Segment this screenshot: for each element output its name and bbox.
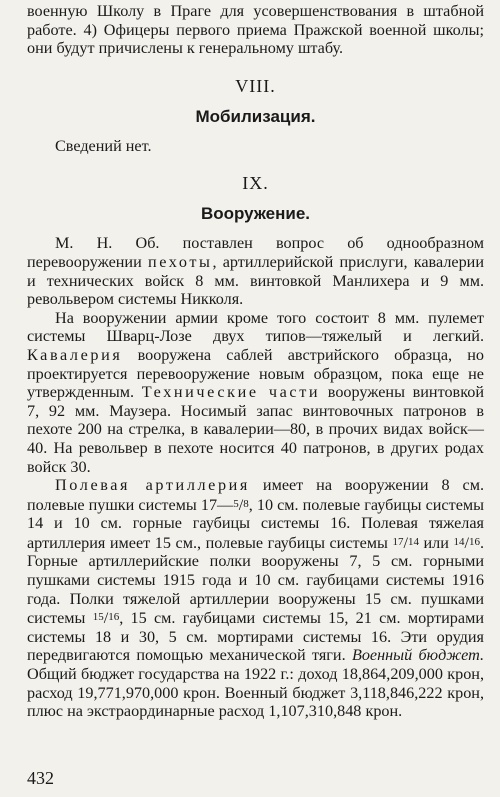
intro-paragraph: военную Школу в Праге для усовершенствования в штабной работе. 4) Офицеры первого приема Пражской военной школы; они будут причислены к генеральному штабу. (27, 2, 484, 58)
fraction-3-den: 16 (468, 535, 480, 548)
fraction-2-den: 14 (407, 535, 419, 548)
armament-paragraph-2 (27, 309, 484, 476)
p2-text-a: На вооружении армии кроме того состоит 8 мм. пулемет системы Шварц-Лозе двух типов—тяжелый и легкий. (27, 308, 484, 346)
p3-text-e: . Горные артиллерийские полки вооружены 7, 5 см. горными пушками системы 1915 года и 10 см. гаубицами системы 1916 года. Полки тяжелой артиллерии вооружены 15 см. пушками системы (27, 533, 484, 628)
p2-spaced-technical: Технические части (141, 383, 321, 402)
fraction-2-num: 17 (392, 535, 404, 548)
section-9-title: Вооружение. (200, 204, 311, 224)
fraction-1-num: 5 (233, 497, 239, 510)
section-8-title: Мобилизация. (195, 106, 316, 126)
section-9-numeral: IX. (242, 173, 269, 194)
p1-spaced-infantry: пехоты (147, 252, 213, 271)
fraction-4-den: 16 (108, 611, 120, 624)
p2-text-c: вооружена саблей австрийского образца, но проектируется перевооружение новым образцом, пока еще не утвержденным. (27, 345, 485, 402)
p3-text-d: или (423, 533, 449, 552)
p1-text-c: , артиллерийской прислуги, кавалерии и технических войск 8 мм. винтовкой Манлихера и 9 мм. револьвером системы Никколя. (27, 252, 484, 309)
p3-italic-military-budget: Военный бюджет. (351, 646, 485, 665)
p3-text-b: имеет на вооружении 8 см. полевые пушки системы 17— (27, 476, 484, 514)
p1-text-a: М. Н. Об. поставлен вопрос об однообразном перевооружении (27, 234, 484, 271)
p2-text-e: вооружены винтовкой 7, 92 мм. Маузера. Носимый запас винтовочных патронов в пехоте 200 на стрелка, в кавалерии—80, в прочих видах войск—40. На револьвер в пехоте носится 40 патронов, в других родах войск 30. (27, 383, 484, 476)
section-8-text: Сведений нет. (55, 136, 152, 155)
armament-paragraph-1 (27, 234, 484, 308)
p3-text-c: , 10 см. полевые гаубицы системы 14 и 10 см. горные гаубицы системы 16. Полевая тяжелая артиллерия имеет 15 см., полевые гаубицы системы (27, 495, 484, 552)
p2-spaced-cavalry: Кавалерия (27, 345, 123, 364)
fraction-3-num: 14 (453, 535, 465, 548)
fraction-1-den: 8 (243, 497, 249, 510)
fraction-4-num: 15 (92, 611, 104, 624)
armament-paragraph-3: Полевая артиллерия имеет на вооружении 8 см. полевые пушки системы 17—5/8, 10 см. полевые гаубицы системы 14 и 10 см. горные гаубицы системы 16. Полевая тяжелая артиллерия имеет 15 см., полевые гаубицы системы 17/14 или 14/16. Горные артиллерийские полки вооружены 7, 5 см. горными пушками системы 1915 года и 10 см. гаубицами системы 1916 года. Полки тяжелой артиллерии вооружены 15 см. пушками системы 15/16, 15 см. гаубицами системы 15, 21 см. мортирами системы 18 и 30, 5 см. мортирами системы 16. Эти орудия передвигаются помощью механической тяги. Военный бюджет. Общий бюджет государства на 1922 г.: доход 18,864,209,000 крон, расход 19,771,970,000 крон. Военный бюджет 3,118,846,222 крон, плюс на экстраординарные расход 1,107,310,848 крон. (27, 476, 485, 721)
page-number: 432 (27, 768, 54, 788)
section-8-numeral: VIII. (235, 75, 276, 96)
p3-text-g: , 15 см. гаубицами системы 15, 21 см. мортирами системы 18 и 30, 5 см. мортирами системы 16. Эти орудия передвигаются помощью механической тяги. (27, 609, 484, 665)
p3-text-i: Общий бюджет государства на 1922 г.: доход 18,864,209,000 крон, расход 19,771,970,000 крон. Военный бюджет 3,118,846,222 крон, плюс на экстраординарные расход 1,107,310,848 крон. (27, 665, 484, 721)
p3-spaced-field-artillery: Полевая артиллерия (55, 476, 250, 495)
